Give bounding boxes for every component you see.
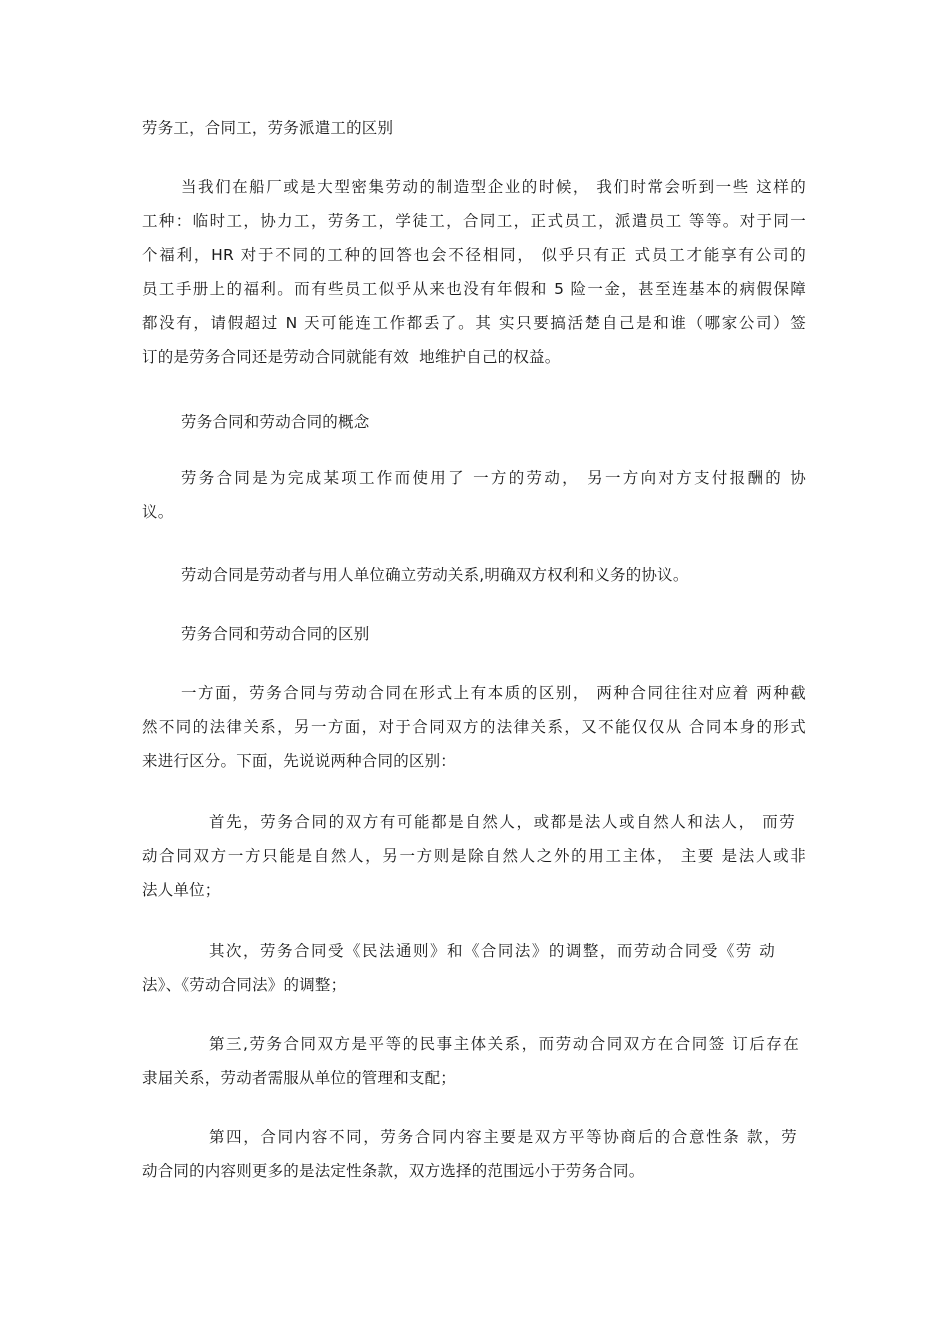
point-fourth-line-2: 动合同的内容则更多的是法定性条款，双方选择的范围远小于劳务合同。 — [142, 1162, 645, 1180]
intro-line-6: 订的是劳务合同还是劳动合同就能有效 地维护自己的权益。 — [142, 348, 561, 366]
intro-line-2: 工种：临时工，协力工，劳务工，学徒工，合同工，正式员工，派遣员工 等等。对于同一 — [142, 212, 806, 230]
point-first-line-2: 动合同双方一方只能是自然人，另一方则是除自然人之外的用工主体， 主要 是法人或非 — [142, 847, 806, 865]
difference-intro-line-3: 来进行区分。下面，先说说两种合同的区别： — [142, 752, 457, 770]
point-fourth-line-1: 第四，合同内容不同，劳务合同内容主要是双方平等协商后的合意性条 款，劳 — [209, 1128, 797, 1146]
labor-contract-definition: 劳动合同是劳动者与用人单位确立劳动关系,明确双方权利和义务的协议。 — [181, 566, 689, 584]
intro-line-5: 都没有，请假超过 N 天可能连工作都丢了。其 实只要搞活楚自己是和谁（哪家公司）签 — [142, 314, 806, 332]
point-first-line-1: 首先，劳务合同的双方有可能都是自然人，或都是法人或自然人和法人， 而劳 — [209, 813, 795, 831]
difference-heading: 劳务合同和劳动合同的区别 — [181, 625, 370, 643]
difference-intro-line-2: 然不同的法律关系，另一方面，对于合同双方的法律关系，又不能仅仅从 合同本身的形式 — [142, 718, 806, 736]
point-third-line-2: 隶届关系，劳动者需服从单位的管理和支配； — [142, 1069, 457, 1087]
point-third-line-1: 第三,劳务合同双方是平等的民事主体关系，而劳动合同双方在合同签 订后存在 — [209, 1035, 799, 1053]
concept-heading: 劳务合同和劳动合同的概念 — [181, 413, 370, 431]
point-first-line-3: 法人单位； — [142, 881, 221, 899]
labor-service-definition-line-1: 劳务合同是为完成某项工作而使用了 一方的劳动， 另一方向对方支付报酬的 协 — [181, 469, 806, 487]
intro-line-1: 当我们在船厂或是大型密集劳动的制造型企业的时候， 我们时常会听到一些 这样的 — [181, 178, 806, 196]
point-second-line-2: 法》、《劳动合同法》的调整； — [142, 976, 347, 994]
labor-service-definition-line-2: 议。 — [142, 503, 174, 521]
difference-intro-line-1: 一方面，劳务合同与劳动合同在形式上有本质的区别， 两种合同往往对应着 两种截 — [181, 684, 806, 702]
intro-line-4: 员工手册上的福利。而有些员工似乎从来也没有年假和 5 险一金，甚至连基本的病假保障 — [142, 280, 806, 298]
point-second-line-1: 其次，劳务合同受《民法通则》和《合同法》的调整，而劳动合同受《劳 动 — [209, 942, 775, 960]
document-title: 劳务工，合同工，劳务派遣工的区别 — [142, 119, 394, 137]
intro-line-3: 个福利，HR 对于不同的工种的回答也会不径相同， 似乎只有正 式员工才能享有公司的 — [142, 246, 806, 264]
